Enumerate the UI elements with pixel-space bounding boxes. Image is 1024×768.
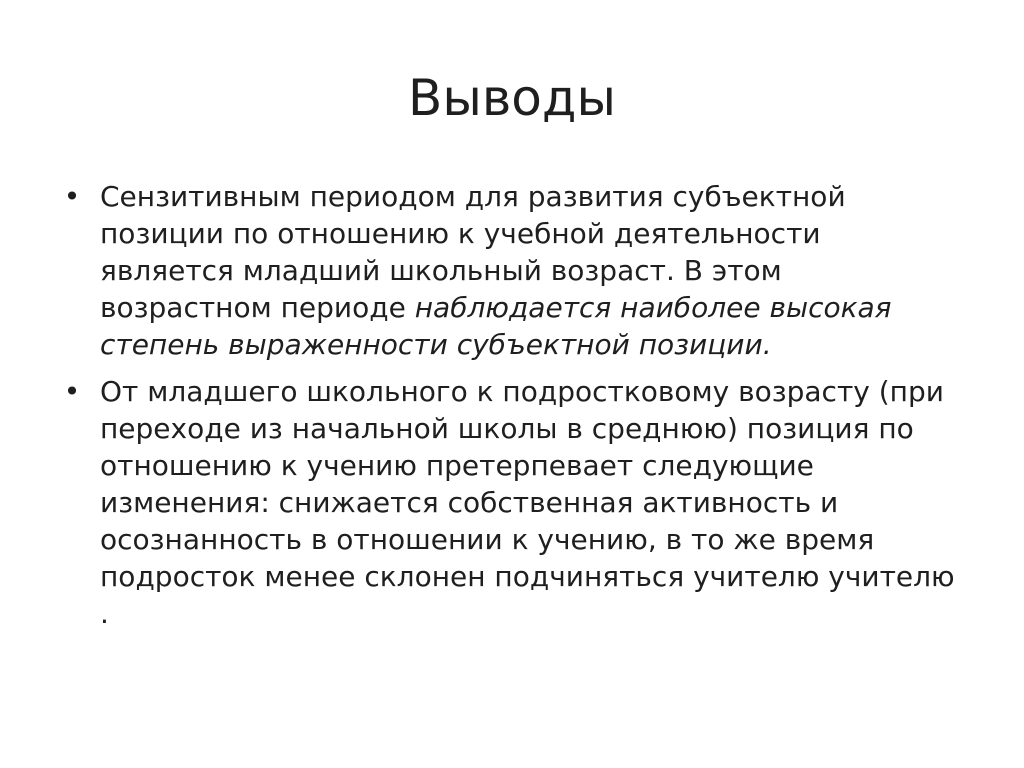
slide-title: Выводы (408, 69, 616, 127)
bullet-item-1 (62, 178, 962, 363)
bullet-icon: • (63, 180, 81, 213)
bullet-item-2 (62, 373, 962, 632)
bullet-2-text: От младшего школьного к подростковому возрасту (при переходе из начальной школы в среднюю) позиция по отношению к учению претерпевает следующие изменения: снижается собственная активность и осознанность в отношении к учению, в то же время подросток менее склонен подчиняться учителю учителю . (100, 375, 955, 630)
bullet-1-italic-text: наблюдается наиболее высокая степень выраженности субъектной позиции. (100, 291, 892, 361)
bullet-icon: • (63, 375, 81, 408)
bullet-1-text: Сензитивным периодом для развития субъектной позиции по отношению к учебной деятельности является младший школьный возраст. В этом возрастном периоде (100, 180, 846, 324)
bullet-list (62, 178, 962, 642)
